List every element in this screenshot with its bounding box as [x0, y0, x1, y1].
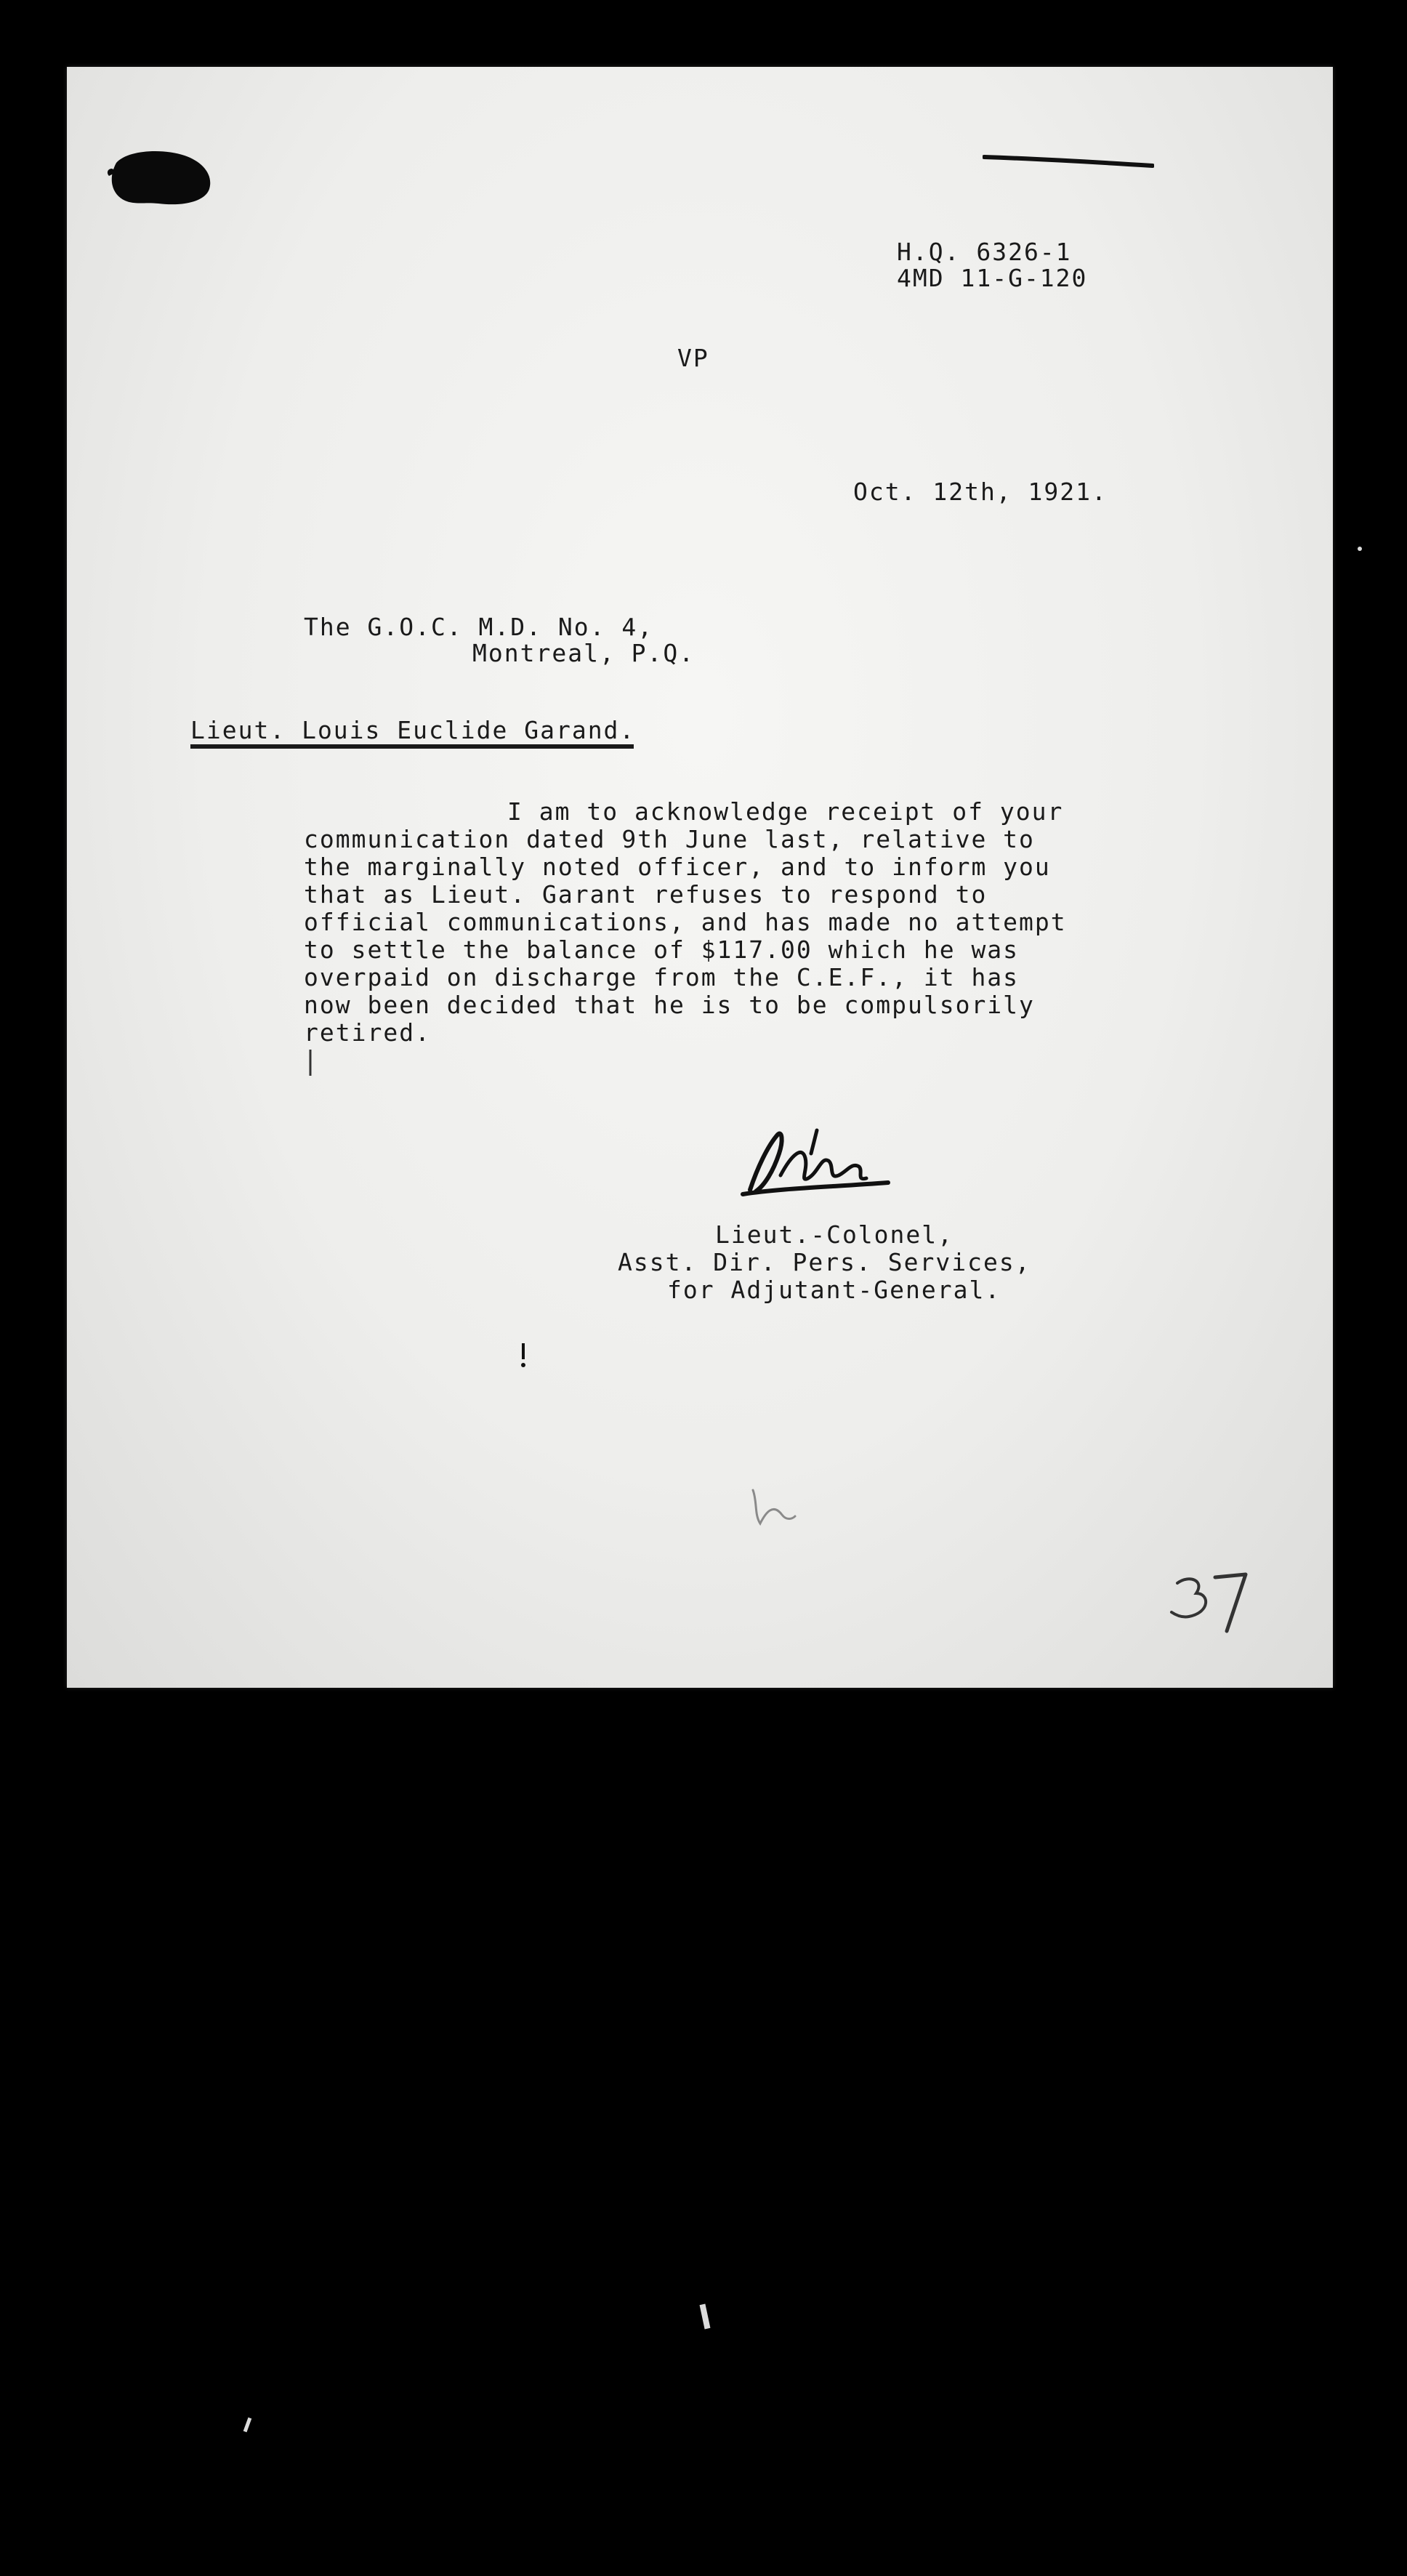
- signature-rank: Lieut.-Colonel,: [715, 1220, 954, 1249]
- body-line-3: the marginally noted officer, and to inform you: [304, 853, 1051, 881]
- body-line-2: communication dated 9th June last, relative to: [304, 825, 1035, 853]
- subject-line: Lieut. Louis Euclide Garand.: [190, 716, 636, 744]
- margin-tick-mark: [307, 1048, 314, 1077]
- body-line-1: I am to acknowledge receipt of your: [507, 797, 1064, 826]
- faint-pencil-mark: [747, 1483, 798, 1529]
- subject-underline: [190, 744, 634, 749]
- film-speck: [243, 2418, 252, 2433]
- film-speck: [1358, 547, 1362, 551]
- recipient-line-2: Montreal, P.Q.: [472, 639, 696, 667]
- ink-blot-mark: [106, 147, 215, 208]
- pen-stroke-mark: [983, 153, 1154, 170]
- signature-authority: for Adjutant-General.: [667, 1276, 1001, 1304]
- recipient-line-1: The G.O.C. M.D. No. 4,: [304, 613, 654, 641]
- letter-date: Oct. 12th, 1921.: [853, 478, 1108, 506]
- body-line-4: that as Lieut. Garant refuses to respond to: [304, 880, 988, 909]
- typist-initials: VP: [677, 344, 709, 372]
- signature-title: Asst. Dir. Pers. Services,: [618, 1248, 1031, 1276]
- page-number-mark: [1164, 1561, 1259, 1634]
- page-number-value: [1157, 1637, 1158, 1638]
- body-line-8: now been decided that he is to be compulsorily: [304, 991, 1035, 1019]
- file-reference-line-1: H.Q. 6326-1: [897, 238, 1072, 266]
- stray-ink-mark: [519, 1340, 528, 1369]
- body-line-5: official communications, and has made no attempt: [304, 908, 1067, 936]
- body-line-7: overpaid on discharge from the C.E.F., it has: [304, 963, 1020, 991]
- body-line-6: to settle the balance of $117.00 which he was: [304, 935, 1020, 964]
- handwritten-signature: [735, 1124, 903, 1204]
- film-speck: [700, 2304, 711, 2330]
- body-line-9: retired.: [304, 1018, 431, 1047]
- document-page: [67, 67, 1333, 1688]
- file-reference-line-2: 4MD 11-G-120: [897, 264, 1088, 292]
